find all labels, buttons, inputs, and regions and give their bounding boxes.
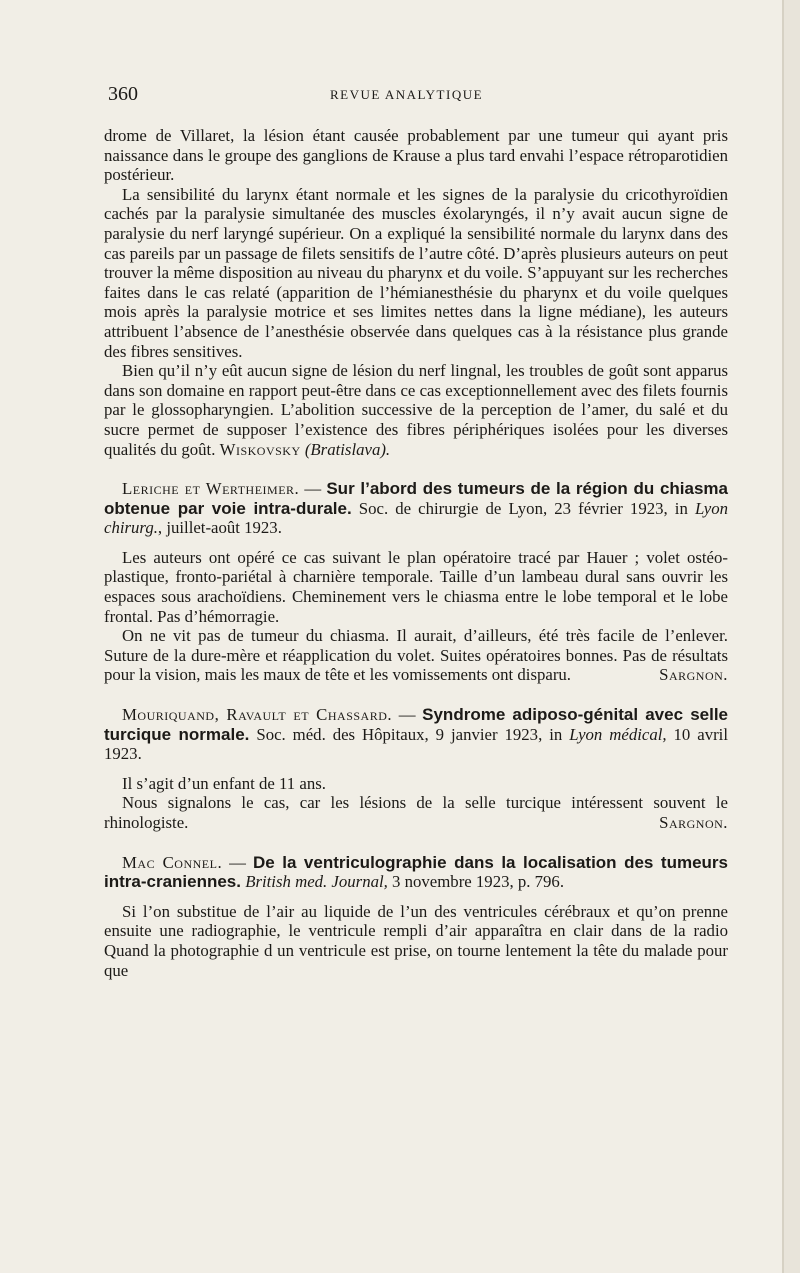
article-dash: —: [299, 479, 327, 499]
article-source: Soc. méd. des Hôpitaux, 9 janvier 1923, in: [249, 724, 570, 744]
article-heading: [104, 853, 728, 892]
spacer: [104, 459, 728, 479]
spacer: [104, 538, 728, 548]
paragraph-text: Bien qu’il n’y eût aucun signe de lésion du nerf lingnal, les troubles de goût sont apparus dans son domaine en rapport peut-être dans ce cas exceptionnellement avec des filets fournis par le glossopharyngien. L’abolition successive de la perception de l’amer, du salé et du sucre permet de supposer l’existence des fibres périphériques isolées pour les diverses qualités du goût.: [104, 361, 728, 459]
article-entry: [104, 705, 728, 833]
paragraph: Si l’on substitue de l’air au liquide de l’un des ventricules cérébraux et qu’on prenne ensuite une radiographie, le ventricule rempli d’air apparaîtra en clair dans de la radio Quand la photographie d un ventricule est prise, on tourne lentement la tête du malade pour que: [104, 901, 728, 980]
article-authors: Leriche et Wertheimer.: [122, 479, 300, 499]
reviewer-signature: Wiskovsky: [219, 439, 301, 459]
paragraph: La sensibilité du larynx étant normale et les signes de la paralysie du cricothyroïdien cachés par la paralysie simultanée des muscles éxolaryngés, il n’y avait aucun signe de paralysie du nerf laryngé supérieur. On a expliqué la sensibilité normale du larynx dans des cas pareils par un passage de filets sensitifs de l’autre côté. D’après plusieurs auteurs on peut trouver la même disposition au niveau du pharynx et du voile. S’appuyant sur les recherches faites dans le cas relaté (apparition de l’hémianesthésie du pharynx et du voile quelques mois après la paralysie motrice et ses limites nettes dans la ligne médiane), les auteurs attribuent l’absence de l’anesthésie observée dans quelques cas à la résistance plus grande des fibres sensitives.: [104, 184, 728, 361]
reviewer-signature: Sargnon.: [659, 813, 728, 832]
spacer: [104, 764, 728, 774]
article-source: Soc. de chirurgie de Lyon, 23 février 1923, in: [351, 498, 695, 518]
article-title: Sur l’abord des tumeurs de la région du chiasma obtenue par voie intra-durale.: [104, 479, 728, 518]
article-authors: Mac Connel.: [122, 852, 223, 872]
article-source-date: , juillet-août 1923.: [157, 518, 282, 538]
page-body: [104, 126, 728, 980]
article-heading: [104, 705, 728, 764]
continued-paragraph: drome de Villaret, la lésion étant causée probablement par une tumeur qui ayant pris naissance dans le groupe des ganglions de Krause a plus tard envahi l’espace rétroparotidien postérieur.: [104, 126, 728, 185]
page-header: [108, 83, 728, 109]
article-dash: —: [392, 705, 423, 725]
running-title: REVUE ANALYTIQUE: [330, 87, 484, 102]
spacer: [104, 685, 728, 705]
paragraph-text: Nous signalons le cas, car les lésions de la selle turcique intéressent souvent le rhinologiste.: [104, 793, 728, 832]
article-dash: —: [222, 852, 253, 872]
paragraph-text: On ne vit pas de tumeur du chiasma. Il aurait, d’ailleurs, été très facile de l’enlever. Suture de la dure-mère et réapplication du volet. Suites opératoires bonnes. Pas de résultats pour la vision, mais les maux de tête et les vomissements ont disparu.: [104, 626, 728, 685]
reviewer-signature: Sargnon.: [659, 665, 728, 685]
article-entry: [104, 853, 728, 981]
article-heading: [104, 479, 728, 538]
article-journal: Lyon chirurg.: [104, 498, 728, 538]
reviewer-place: (Bratislava).: [304, 439, 391, 459]
article-authors: Mouriquand, Ravault et Chassard.: [122, 705, 393, 725]
article-source-date: 10 avril 1923.: [104, 724, 729, 764]
article-entry: [104, 479, 728, 685]
paragraph: [104, 361, 728, 459]
spacer: [104, 833, 728, 853]
article-title: De la ventriculographie dans la localisation des tumeurs intra-craniennes.: [104, 852, 728, 892]
article-source-date: 3 novembre 1923, p. 796.: [387, 872, 565, 892]
article-journal: British med. Journal,: [245, 872, 388, 892]
paragraph: Les auteurs ont opéré ce cas suivant le plan opératoire tracé par Hauer ; volet ostéo-plastique, fronto-pariétal à charnière temporale. Taille d’un lambeau dural sans ouvrir les espaces sous arachoïdiens. Cheminement vers le chiasma entre le lobe temporal et le lobe frontal. Pas d’hémorragie.: [104, 547, 728, 626]
article-journal: Lyon médical,: [569, 724, 667, 744]
page-number: 360: [108, 83, 138, 105]
spacer: [104, 892, 728, 902]
paragraph: [104, 626, 728, 685]
paragraph: Il s’agit d’un enfant de 11 ans.: [122, 773, 326, 793]
paragraph: [104, 793, 728, 832]
article-title: Syndrome adiposo-génital avec selle turcique normale.: [104, 705, 729, 744]
